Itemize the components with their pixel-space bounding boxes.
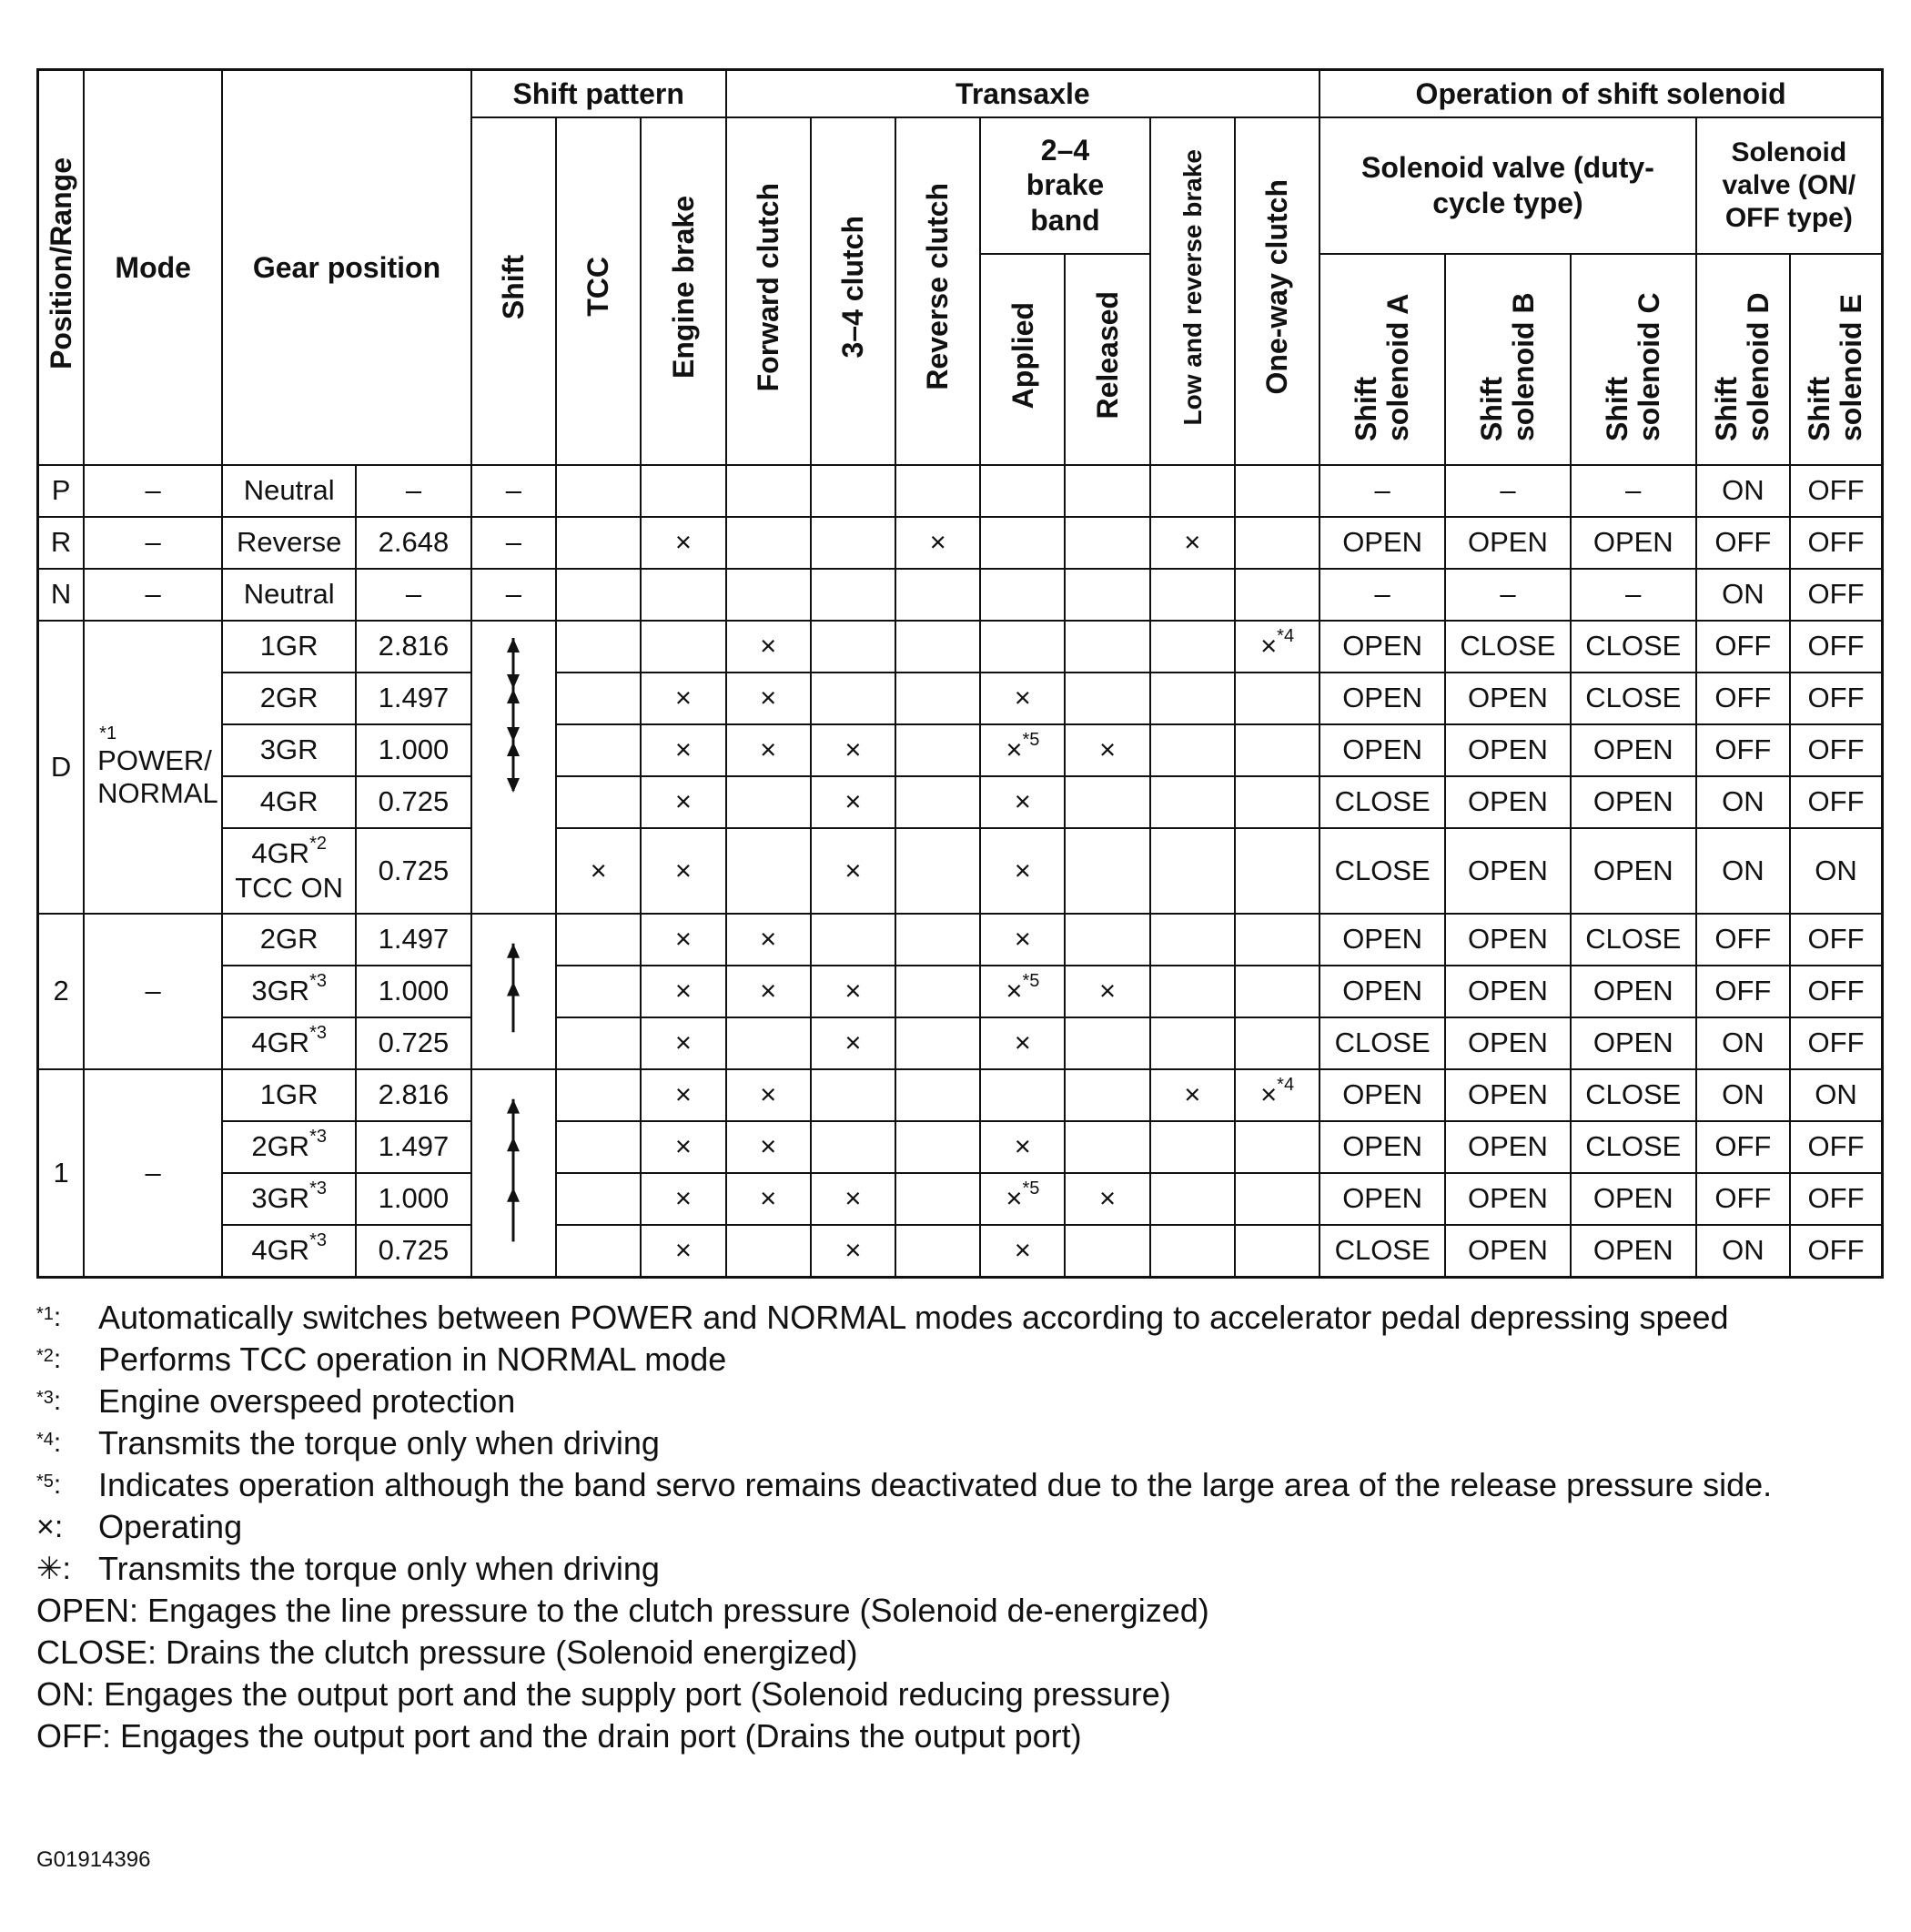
engine-brake-mark: × — [641, 517, 725, 569]
table-row — [38, 517, 1883, 569]
legend-on: ON: Engages the output port and the supply port (Solenoid reducing pressure) — [36, 1675, 1171, 1713]
solenoid-a-cell: OPEN — [1320, 966, 1445, 1017]
footnote-2: $^{*2}$: Performs TCC operation in NORMAL mode — [36, 1340, 727, 1378]
header-shift: Shift — [471, 117, 556, 465]
legend-off: OFF: Engages the output port and the drain port (Drains the output port) — [36, 1717, 1082, 1755]
header-forward-clutch: Forward clutch — [726, 117, 811, 465]
solenoid-b-cell: OPEN — [1445, 1121, 1571, 1173]
solenoid-d-cell: ON — [1696, 1017, 1790, 1069]
engine-brake-mark: × — [641, 828, 725, 914]
solenoid-d-cell: OFF — [1696, 914, 1790, 966]
solenoid-c-cell: – — [1571, 465, 1696, 517]
forward-clutch-mark: × — [726, 914, 811, 966]
header-shift-solenoid-e: Shift solenoid E — [1790, 254, 1882, 465]
header-shift-solenoid-a: Shift solenoid A — [1320, 254, 1445, 465]
solenoid-d-cell: OFF — [1696, 724, 1790, 776]
header-2-4-brake-band: 2–4 brake band — [980, 117, 1149, 254]
footnotes — [36, 1297, 1893, 1757]
solenoid-a-cell: OPEN — [1320, 1121, 1445, 1173]
applied-mark: ×$^{*5}$ — [980, 966, 1065, 1017]
clutch-3-4-mark: × — [811, 776, 895, 828]
ratio-cell: 1.497 — [356, 914, 471, 966]
header-position-range: Position/Range — [38, 70, 85, 465]
shift-pattern-arrows — [471, 914, 556, 1069]
engine-brake-mark: × — [641, 1225, 725, 1278]
solenoid-e-cell: OFF — [1790, 621, 1882, 673]
solenoid-e-cell: OFF — [1790, 517, 1882, 569]
solenoid-d-cell: OFF — [1696, 966, 1790, 1017]
gear-cell: 4GR$^{*2}$ TCC ON — [222, 828, 356, 914]
engine-brake-mark: × — [641, 724, 725, 776]
legend-operating: ×: Operating — [36, 1508, 243, 1545]
solenoid-b-cell: – — [1445, 465, 1571, 517]
gear-cell: 3GR$^{*3}$ — [222, 1173, 356, 1225]
engine-brake-mark: × — [641, 914, 725, 966]
position-cell: 2 — [38, 914, 85, 1069]
header-shift-solenoid-b: Shift solenoid B — [1445, 254, 1571, 465]
solenoid-c-cell: CLOSE — [1571, 914, 1696, 966]
mode-cell: – — [84, 465, 222, 517]
ratio-cell: 0.725 — [356, 776, 471, 828]
table-row — [38, 724, 1883, 776]
solenoid-b-cell: OPEN — [1445, 1225, 1571, 1278]
header-engine-brake: Engine brake — [641, 117, 725, 465]
clutch-3-4-mark: × — [811, 1173, 895, 1225]
solenoid-b-cell: OPEN — [1445, 776, 1571, 828]
solenoid-e-cell: ON — [1790, 1069, 1882, 1121]
header-shift-solenoid-d: Shift solenoid D — [1696, 254, 1790, 465]
footnote-4: $^{*4}$: Transmits the torque only when driving — [36, 1424, 660, 1462]
solenoid-c-cell: OPEN — [1571, 828, 1696, 914]
shift-pattern-arrows — [471, 621, 556, 914]
header-mode: Mode — [84, 70, 222, 465]
solenoid-c-cell: CLOSE — [1571, 621, 1696, 673]
header-transaxle: Transaxle — [726, 70, 1320, 117]
table-row — [38, 673, 1883, 724]
solenoid-b-cell: OPEN — [1445, 1173, 1571, 1225]
applied-mark: × — [980, 828, 1065, 914]
released-mark: × — [1065, 724, 1149, 776]
solenoid-operation-table — [36, 68, 1884, 1279]
engine-brake-mark: × — [641, 776, 725, 828]
position-cell: D — [38, 621, 85, 914]
solenoid-d-cell: OFF — [1696, 1173, 1790, 1225]
applied-mark: ×$^{*5}$ — [980, 724, 1065, 776]
solenoid-d-cell: ON — [1696, 1069, 1790, 1121]
solenoid-b-cell: OPEN — [1445, 914, 1571, 966]
header-solenoid-duty-cycle: Solenoid valve (duty-cycle type) — [1320, 117, 1695, 254]
solenoid-b-cell: OPEN — [1445, 673, 1571, 724]
forward-clutch-mark: × — [726, 1173, 811, 1225]
legend-close: CLOSE: Drains the clutch pressure (Solenoid energized) — [36, 1634, 858, 1671]
table-row — [38, 621, 1883, 673]
footnote-1: $^{*1}$: Automatically switches between POWER and NORMAL modes according to accelerator pedal depressing speed — [36, 1299, 1729, 1336]
solenoid-c-cell: OPEN — [1571, 724, 1696, 776]
solenoid-e-cell: OFF — [1790, 1225, 1882, 1278]
table-row — [38, 1173, 1883, 1225]
forward-clutch-mark: × — [726, 1069, 811, 1121]
solenoid-c-cell: CLOSE — [1571, 1121, 1696, 1173]
gear-cell: 1GR — [222, 1069, 356, 1121]
shift-cell: – — [471, 517, 556, 569]
solenoid-d-cell: ON — [1696, 776, 1790, 828]
clutch-3-4-mark: × — [811, 1225, 895, 1278]
solenoid-a-cell: – — [1320, 465, 1445, 517]
gear-cell: Reverse — [222, 517, 356, 569]
solenoid-e-cell: OFF — [1790, 569, 1882, 621]
table-row — [38, 828, 1883, 914]
released-mark: × — [1065, 1173, 1149, 1225]
solenoid-a-cell: CLOSE — [1320, 1225, 1445, 1278]
solenoid-a-cell: OPEN — [1320, 621, 1445, 673]
solenoid-a-cell: OPEN — [1320, 673, 1445, 724]
applied-mark: × — [980, 776, 1065, 828]
ratio-cell: 2.648 — [356, 517, 471, 569]
shift-arrows-icon — [495, 622, 531, 913]
mode-cell: – — [84, 517, 222, 569]
gear-cell: 3GR$^{*3}$ — [222, 966, 356, 1017]
solenoid-b-cell: OPEN — [1445, 724, 1571, 776]
header-released: Released — [1065, 254, 1149, 465]
solenoid-e-cell: ON — [1790, 828, 1882, 914]
mode-cell: – — [84, 569, 222, 621]
ratio-cell: 1.497 — [356, 673, 471, 724]
applied-mark: × — [980, 1017, 1065, 1069]
footnote-3: $^{*3}$: Engine overspeed protection — [36, 1382, 516, 1420]
solenoid-a-cell: OPEN — [1320, 1173, 1445, 1225]
solenoid-d-cell: ON — [1696, 569, 1790, 621]
low-reverse-brake-mark: × — [1150, 517, 1235, 569]
forward-clutch-mark: × — [726, 673, 811, 724]
solenoid-c-cell: OPEN — [1571, 1225, 1696, 1278]
mode-normal: NORMAL — [97, 777, 218, 809]
released-mark: × — [1065, 966, 1149, 1017]
forward-clutch-mark: × — [726, 621, 811, 673]
solenoid-b-cell: CLOSE — [1445, 621, 1571, 673]
ratio-cell: 0.725 — [356, 828, 471, 914]
solenoid-b-cell: OPEN — [1445, 517, 1571, 569]
table-row — [38, 914, 1883, 966]
position-cell: 1 — [38, 1069, 85, 1278]
solenoid-e-cell: OFF — [1790, 914, 1882, 966]
solenoid-c-cell: CLOSE — [1571, 1069, 1696, 1121]
forward-clutch-mark: × — [726, 1121, 811, 1173]
solenoid-a-cell: CLOSE — [1320, 1017, 1445, 1069]
solenoid-e-cell: OFF — [1790, 966, 1882, 1017]
engine-brake-mark: × — [641, 1069, 725, 1121]
table-row — [38, 465, 1883, 517]
solenoid-d-cell: ON — [1696, 1225, 1790, 1278]
ratio-cell: 1.000 — [356, 1173, 471, 1225]
mode-cell: – — [84, 914, 222, 1069]
gear-cell: 4GR — [222, 776, 356, 828]
one-way-clutch-mark: ×$^{*4}$ — [1235, 1069, 1320, 1121]
table-row — [38, 966, 1883, 1017]
ratio-cell: 1.000 — [356, 966, 471, 1017]
one-way-clutch-mark: ×$^{*4}$ — [1235, 621, 1320, 673]
applied-mark: × — [980, 1225, 1065, 1278]
solenoid-c-cell: OPEN — [1571, 1017, 1696, 1069]
solenoid-d-cell: OFF — [1696, 621, 1790, 673]
clutch-3-4-mark: × — [811, 724, 895, 776]
header-one-way-clutch: One-way clutch — [1235, 117, 1320, 465]
shift-cell: – — [471, 569, 556, 621]
gear-cell: Neutral — [222, 465, 356, 517]
solenoid-e-cell: OFF — [1790, 776, 1882, 828]
solenoid-a-cell: CLOSE — [1320, 776, 1445, 828]
solenoid-a-cell: OPEN — [1320, 1069, 1445, 1121]
tcc-mark: × — [556, 828, 641, 914]
shift-arrows-icon — [495, 1070, 531, 1276]
solenoid-e-cell: OFF — [1790, 465, 1882, 517]
shift-pattern-arrows — [471, 1069, 556, 1278]
footnote-1-mark: *1 — [99, 723, 117, 744]
solenoid-e-cell: OFF — [1790, 724, 1882, 776]
shift-arrows-icon — [495, 915, 531, 1068]
header-low-reverse-brake: Low and reverse brake — [1150, 117, 1235, 465]
solenoid-a-cell: – — [1320, 569, 1445, 621]
applied-mark: ×$^{*5}$ — [980, 1173, 1065, 1225]
ratio-cell: 0.725 — [356, 1017, 471, 1069]
engine-brake-mark: × — [641, 673, 725, 724]
solenoid-c-cell: OPEN — [1571, 776, 1696, 828]
position-cell: N — [38, 569, 85, 621]
table-row — [38, 1121, 1883, 1173]
ratio-cell: 0.725 — [356, 1225, 471, 1278]
table-row — [38, 569, 1883, 621]
position-cell: P — [38, 465, 85, 517]
header-gear-position: Gear position — [222, 70, 471, 465]
ratio-cell: 2.816 — [356, 621, 471, 673]
solenoid-d-cell: ON — [1696, 828, 1790, 914]
ratio-cell: – — [356, 569, 471, 621]
forward-clutch-mark: × — [726, 966, 811, 1017]
solenoid-c-cell: OPEN — [1571, 517, 1696, 569]
gear-cell: 4GR$^{*3}$ — [222, 1017, 356, 1069]
reverse-clutch-mark: × — [895, 517, 980, 569]
solenoid-d-cell: ON — [1696, 465, 1790, 517]
gear-cell: 3GR — [222, 724, 356, 776]
legend-torque: ✳: Transmits the torque only when driving — [36, 1550, 660, 1587]
solenoid-e-cell: OFF — [1790, 1173, 1882, 1225]
clutch-3-4-mark: × — [811, 1017, 895, 1069]
solenoid-d-cell: OFF — [1696, 1121, 1790, 1173]
engine-brake-mark: × — [641, 1173, 725, 1225]
mode-power: POWER/ — [97, 744, 212, 777]
table-row — [38, 1069, 1883, 1121]
ratio-cell: 1.497 — [356, 1121, 471, 1173]
header-solenoid-on-off: Solenoid valve (ON/ OFF type) — [1696, 117, 1883, 254]
table-row — [38, 1017, 1883, 1069]
gear-cell: 2GR — [222, 673, 356, 724]
solenoid-a-cell: OPEN — [1320, 914, 1445, 966]
solenoid-c-cell: OPEN — [1571, 1173, 1696, 1225]
ratio-cell: – — [356, 465, 471, 517]
solenoid-b-cell: OPEN — [1445, 1069, 1571, 1121]
shift-cell: – — [471, 465, 556, 517]
solenoid-a-cell: OPEN — [1320, 724, 1445, 776]
solenoid-b-cell: OPEN — [1445, 966, 1571, 1017]
gear-cell: Neutral — [222, 569, 356, 621]
position-cell: R — [38, 517, 85, 569]
low-reverse-brake-mark: × — [1150, 1069, 1235, 1121]
header-shift-pattern: Shift pattern — [471, 70, 726, 117]
header-reverse-clutch: Reverse clutch — [895, 117, 980, 465]
table-row — [38, 776, 1883, 828]
solenoid-c-cell: CLOSE — [1571, 673, 1696, 724]
footnote-5: $^{*5}$: Indicates operation although the band servo remains deactivated due to the large area of the release pressure side. — [36, 1466, 1773, 1503]
ratio-cell: 1.000 — [356, 724, 471, 776]
solenoid-a-cell: CLOSE — [1320, 828, 1445, 914]
header-3-4-clutch: 3–4 clutch — [811, 117, 895, 465]
solenoid-e-cell: OFF — [1790, 673, 1882, 724]
solenoid-c-cell: OPEN — [1571, 966, 1696, 1017]
forward-clutch-mark: × — [726, 724, 811, 776]
solenoid-b-cell: OPEN — [1445, 1017, 1571, 1069]
solenoid-a-cell: OPEN — [1320, 517, 1445, 569]
legend-open: OPEN: Engages the line pressure to the clutch pressure (Solenoid de-energized) — [36, 1592, 1209, 1629]
header-shift-solenoid-c: Shift solenoid C — [1571, 254, 1696, 465]
solenoid-e-cell: OFF — [1790, 1121, 1882, 1173]
clutch-3-4-mark: × — [811, 966, 895, 1017]
solenoid-d-cell: OFF — [1696, 673, 1790, 724]
gear-cell: 2GR — [222, 914, 356, 966]
table-wrapper — [36, 68, 1884, 1279]
solenoid-e-cell: OFF — [1790, 1017, 1882, 1069]
table-row — [38, 1225, 1883, 1278]
mode-cell: – — [84, 1069, 222, 1278]
clutch-3-4-mark: × — [811, 828, 895, 914]
gear-cell: 1GR — [222, 621, 356, 673]
header-operation-of-shift-solenoid: Operation of shift solenoid — [1320, 70, 1882, 117]
solenoid-c-cell: – — [1571, 569, 1696, 621]
header-applied: Applied — [980, 254, 1065, 465]
applied-mark: × — [980, 673, 1065, 724]
applied-mark: × — [980, 1121, 1065, 1173]
applied-mark: × — [980, 914, 1065, 966]
engine-brake-mark: × — [641, 966, 725, 1017]
gear-cell: 2GR$^{*3}$ — [222, 1121, 356, 1173]
ratio-cell: 2.816 — [356, 1069, 471, 1121]
solenoid-b-cell: OPEN — [1445, 828, 1571, 914]
solenoid-d-cell: OFF — [1696, 517, 1790, 569]
engine-brake-mark: × — [641, 1017, 725, 1069]
solenoid-b-cell: – — [1445, 569, 1571, 621]
gear-cell: 4GR$^{*3}$ — [222, 1225, 356, 1278]
mode-cell — [84, 621, 222, 914]
figure-code: G01914396 — [36, 1847, 151, 1872]
header-tcc: TCC — [556, 117, 641, 465]
engine-brake-mark: × — [641, 1121, 725, 1173]
